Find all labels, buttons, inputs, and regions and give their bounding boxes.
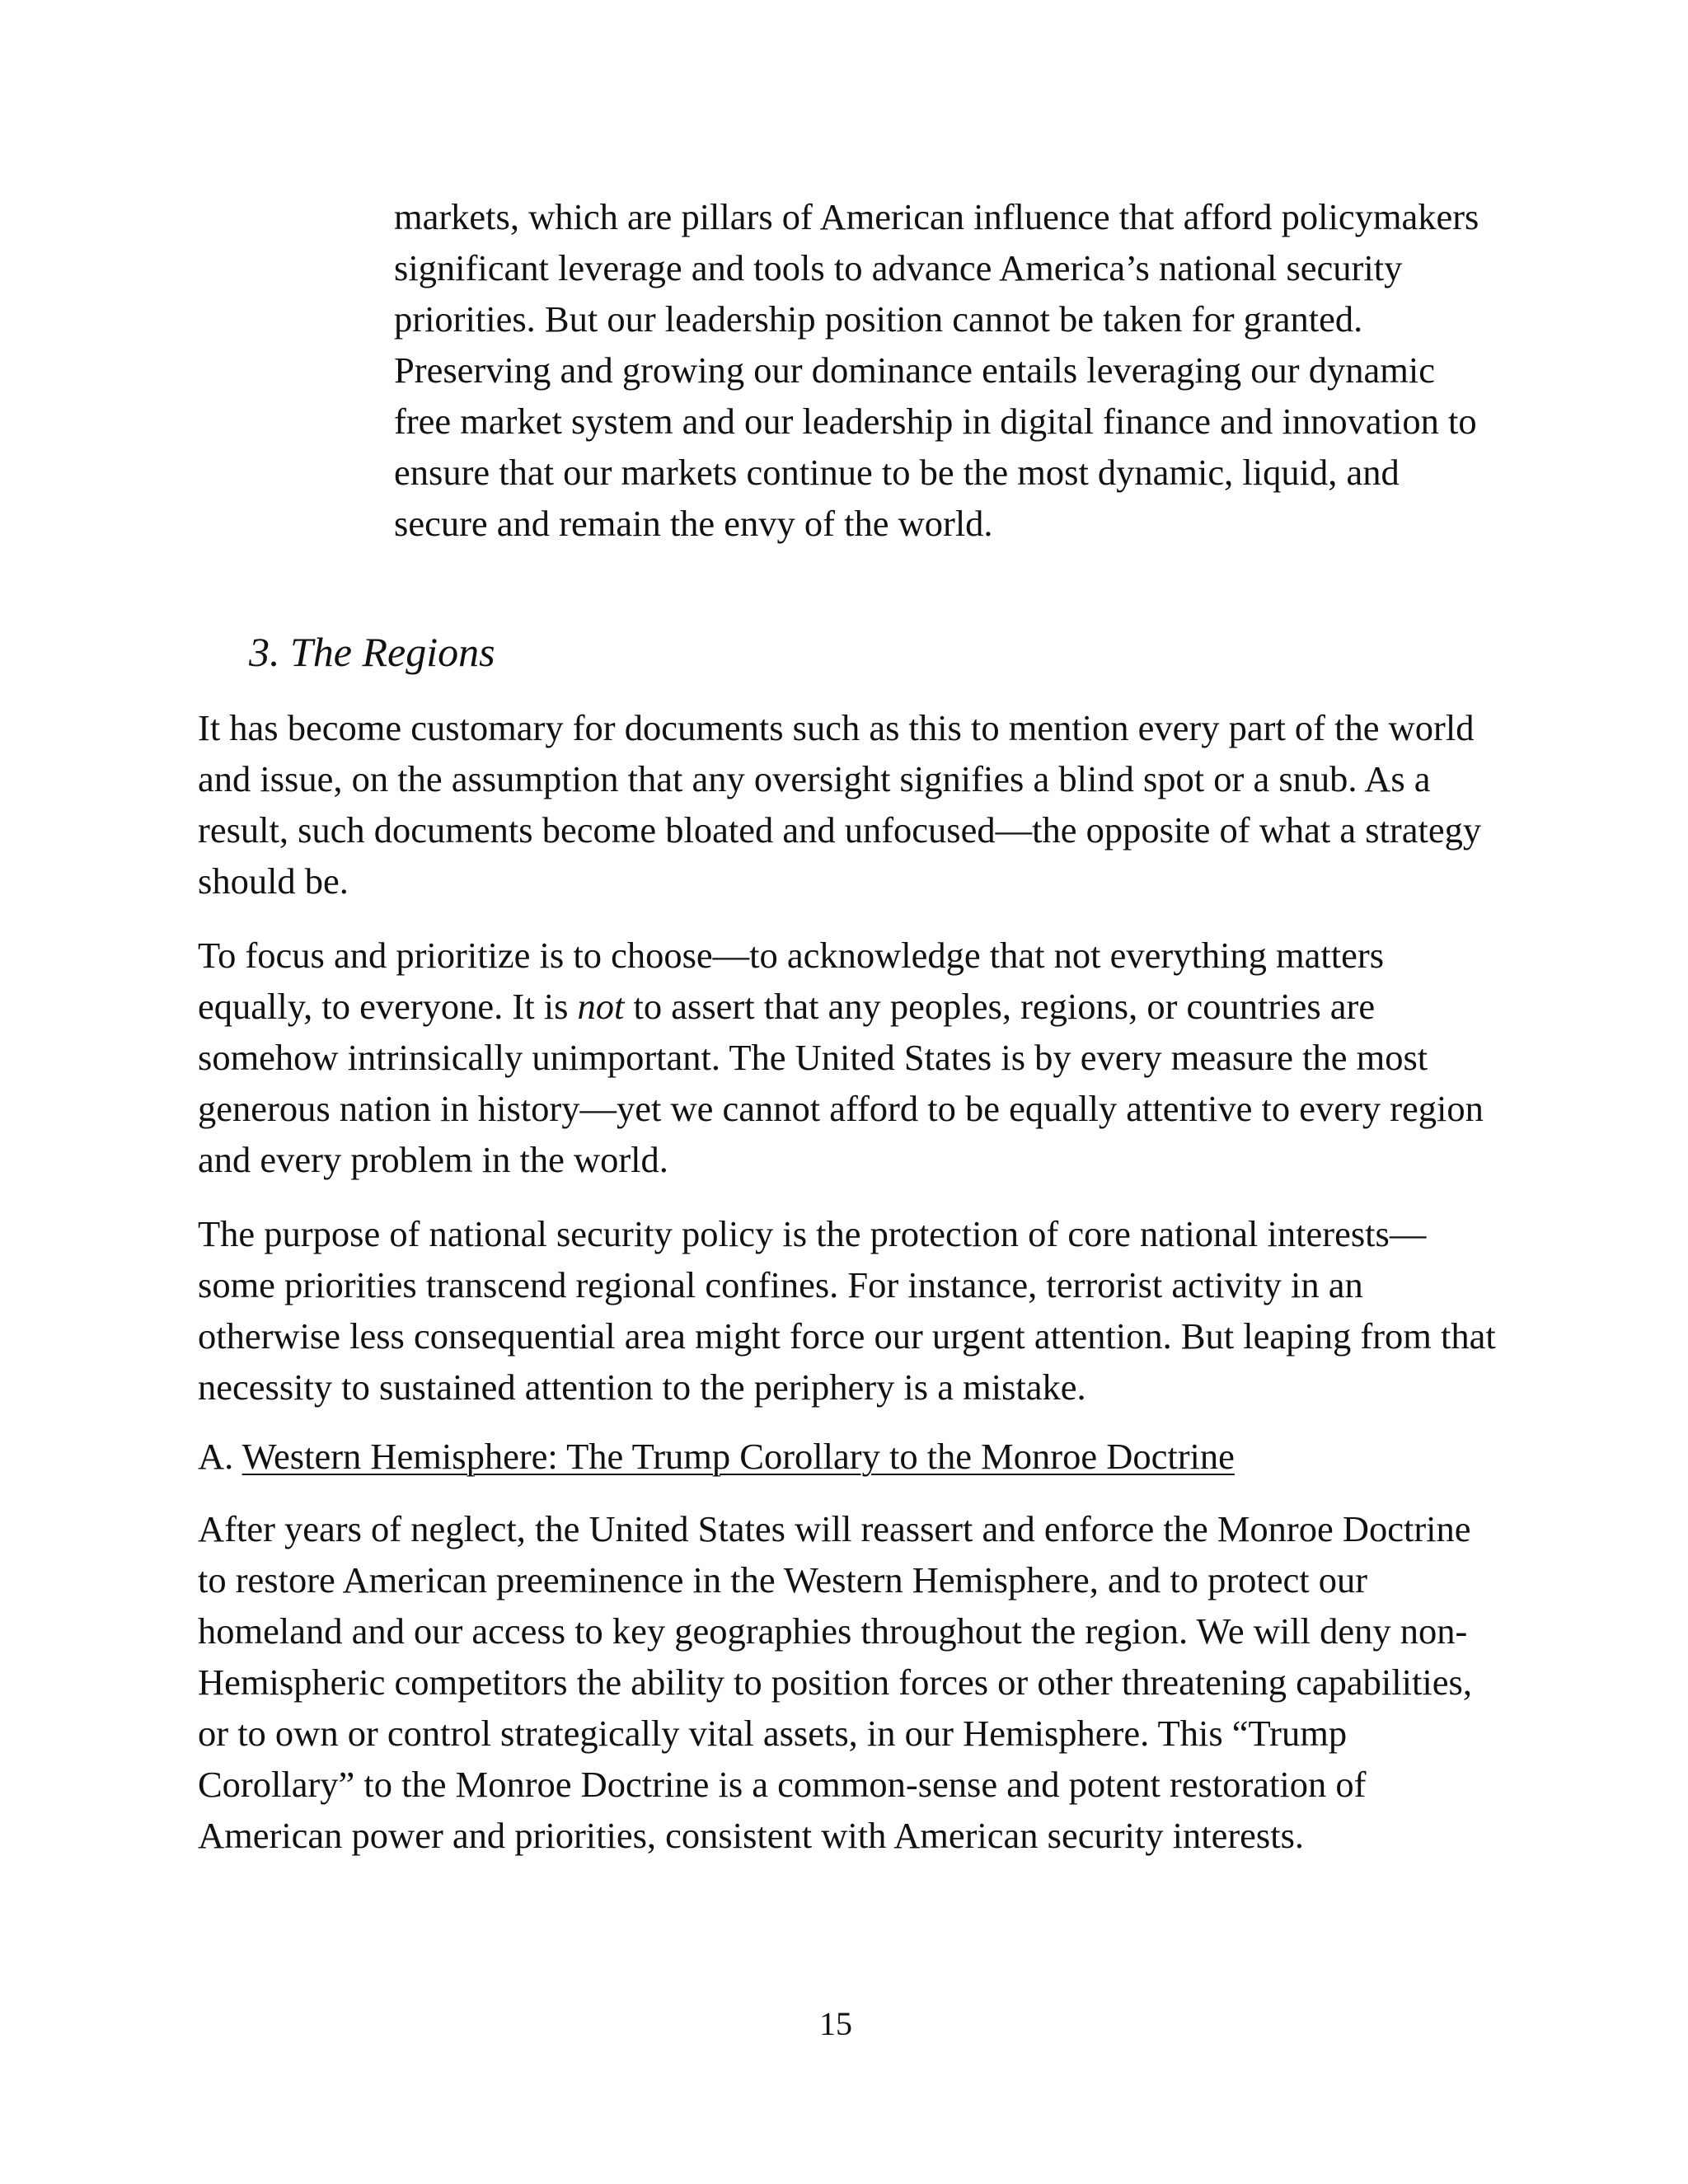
section-heading: 3. The Regions (249, 629, 495, 675)
continuation-paragraph: markets, which are pillars of American influence that afford policymakers significant leverage and tools to advance America’s national security priorities. But our leadership position cannot be taken for granted. Preserving and growing our dominance entails leveraging our dynamic free market system and our leadership in digital finance and innovation to ensure that our markets continue to be the most dynamic, liquid, and secure and remain the envy of the world. (394, 196, 1479, 544)
subsection-heading (198, 1431, 1235, 1482)
paragraph-2-text-end: to assert that any peoples, regions, or countries are somehow intrinsically unimportant. The United States is by every measure the most generous nation in history—yet we cannot afford to be equally attentive to every region and every problem in the world. (198, 986, 1484, 1180)
paragraph-1: It has become customary for documents such as this to mention every part of the world and issue, on the assumption that any oversight signifies a blind spot or a snub. As a result, such documents become bloated and unfocused—the opposite of what a strategy should be. (198, 707, 1482, 902)
paragraph-2 (198, 930, 1500, 1185)
paragraph-2-text-start: To focus and prioritize is to choose—to acknowledge that not everything matters equally, to everyone. It is (198, 935, 1385, 1027)
subsection-title: Western Hemisphere: The Trump Corollary to the Monroe Doctrine (241, 1436, 1235, 1477)
paragraph-2-emphasis: not (577, 986, 625, 1027)
paragraph-3: The purpose of national security policy is the protection of core national interests—some priorities transcend regional confines. For instance, terrorist activity in an otherwise less consequential area might force our urgent attention. But leaping from that necessity to sustained attention to the periphery is a mistake. (198, 1213, 1496, 1408)
page-number: 15 (819, 2005, 852, 2042)
subsection-label: A. (198, 1436, 234, 1477)
paragraph-5: After years of neglect, the United States will reassert and enforce the Monroe Doctrine to restore American preeminence in the Western Hemisphere, and to protect our homeland and our access to key geographies throughout the region. We will deny non-Hemispheric competitors the ability to position forces or other threatening capabilities, or to own or control strategically vital assets, in our Hemisphere. This “Trump Corollary” to the Monroe Doctrine is a common-sense and potent restoration of American power and priorities, consistent with American security interests. (198, 1508, 1472, 1856)
